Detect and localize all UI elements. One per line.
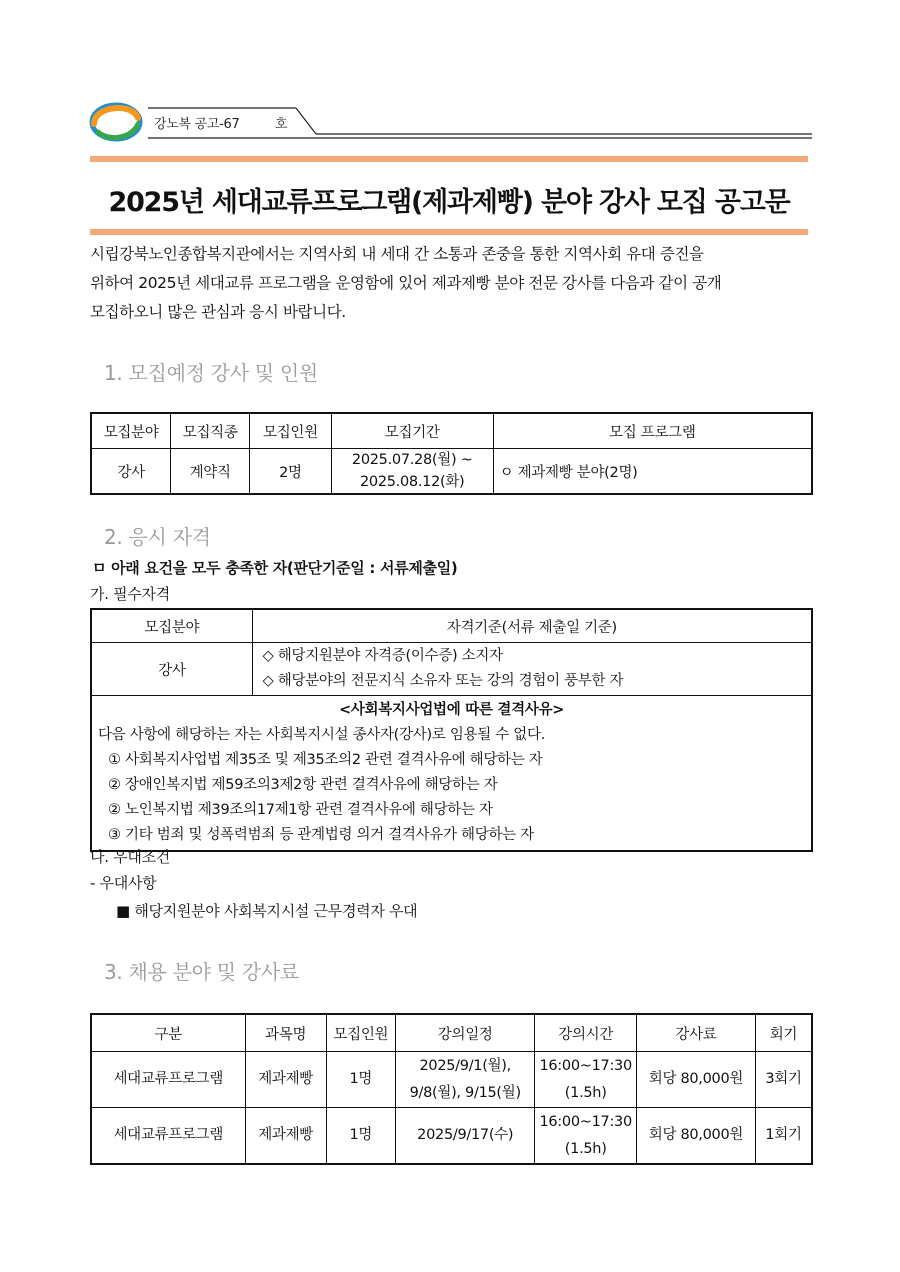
table-row: [91, 1052, 812, 1108]
time-line: 16:00~17:30: [539, 1057, 632, 1074]
time-duration: (1.5h): [564, 1140, 607, 1157]
category-cell: 세대교류프로그램: [91, 1052, 245, 1108]
field-cell: 강사: [91, 643, 252, 696]
disqualification-cell: [91, 696, 812, 852]
preference-item: ■ 해당지원분야 사회복지시설 근무경력자 우대: [116, 902, 418, 920]
col-header: 모집분야: [91, 609, 252, 643]
schedule-cell: 2025/9/17(수): [395, 1108, 534, 1165]
schedule-line: 9/8(월), 9/15(월): [409, 1084, 521, 1101]
col-header: 강의시간: [535, 1014, 636, 1052]
col-header: 자격기준(서류 제출일 기준): [252, 609, 812, 643]
period-end: 2025.08.12(화): [359, 474, 465, 490]
title-bottom-bar: [90, 229, 808, 235]
table-row: [91, 696, 812, 852]
intro-paragraph: [90, 240, 812, 327]
intro-line: 시립강북노인종합복지관에서는 지역사회 내 세대 간 소통과 존중을 통한 지역사회 유대 증진을: [90, 245, 704, 263]
category-cell: 세대교류프로그램: [91, 1108, 245, 1165]
col-header: 모집인원: [250, 413, 332, 449]
count-cell: 1명: [326, 1052, 395, 1108]
fee-cell: 회당 80,000원: [636, 1052, 755, 1108]
table-row: [91, 643, 812, 696]
preference-label: - 우대사항: [90, 874, 157, 892]
count-cell: 2명: [250, 449, 332, 495]
schedule-line: 2025/9/1(월),: [419, 1057, 511, 1074]
col-header: 구분: [91, 1014, 245, 1052]
sub-heading-required: 가. 필수자격: [90, 585, 170, 603]
section2-title: 2. 응시 자격: [104, 525, 211, 549]
disqualification-item: ② 장애인복지법 제59조의3제2항 관련 결격사유에 해당하는 자: [108, 777, 498, 793]
document-title: 2025년 세대교류프로그램(제과제빵) 분야 강사 모집 공고문: [108, 187, 790, 218]
disqualification-item: ① 사회복지사업법 제35조 및 제35조의2 관련 결격사유에 해당하는 자: [108, 752, 543, 768]
subject-cell: 제과제빵: [245, 1108, 326, 1165]
col-header: 과목명: [245, 1014, 326, 1052]
notice-number-suffix: 호: [275, 117, 288, 132]
col-header: 강사료: [636, 1014, 755, 1052]
type-cell: 계약직: [171, 449, 250, 495]
criteria-cell: [252, 643, 812, 696]
sessions-cell: 3회기: [755, 1052, 812, 1108]
col-header: 모집 프로그램: [493, 413, 812, 449]
section3-title: 3. 채용 분야 및 강사료: [104, 960, 299, 984]
sessions-cell: 1회기: [755, 1108, 812, 1165]
time-duration: (1.5h): [564, 1084, 607, 1101]
table-row: [91, 1108, 812, 1165]
subject-cell: 제과제빵: [245, 1052, 326, 1108]
section1-title: 1. 모집예정 강사 및 인원: [104, 361, 318, 385]
requirement-heading: ㅁ 아래 요건을 모두 충족한 자(판단기준일 : 서류제출일): [92, 559, 458, 577]
fee-table: [90, 1013, 813, 1165]
count-cell: 1명: [326, 1108, 395, 1165]
criteria-item: ◇ 해당지원분야 자격증(이수증) 소지자: [262, 648, 503, 664]
criteria-item: ◇ 해당분야의 전문지식 소유자 또는 강의 경험이 풍부한 자: [262, 673, 624, 689]
time-cell: [535, 1108, 636, 1165]
time-cell: [535, 1052, 636, 1108]
schedule-cell: [395, 1052, 534, 1108]
intro-line: 위하여 2025년 세대교류 프로그램을 운영함에 있어 제과제빵 분야 전문 강사를 다음과 같이 공개: [90, 274, 722, 292]
disqualification-item: ③ 기타 범죄 및 성폭력범죄 등 관계법령 의거 결격사유가 해당하는 자: [108, 827, 534, 843]
recruitment-table: [90, 412, 813, 495]
fee-cell: 회당 80,000원: [636, 1108, 755, 1165]
period-start: 2025.07.28(월) ~: [351, 452, 473, 468]
disqualification-title: <사회복지사업법에 따른 결격사유>: [338, 702, 565, 718]
disqualification-intro: 다음 사항에 해당하는 자는 사회복지시설 종사자(강사)로 임용될 수 없다.: [98, 727, 545, 743]
field-cell: 강사: [91, 449, 171, 495]
col-header: 회기: [755, 1014, 812, 1052]
sub-heading-preference: 나. 우대조건: [90, 848, 170, 866]
time-line: 16:00~17:30: [539, 1113, 632, 1130]
col-header: 모집기간: [331, 413, 493, 449]
col-header: 모집인원: [326, 1014, 395, 1052]
program-cell: ㅇ 제과제빵 분야(2명): [493, 449, 812, 495]
notice-number: 강노복 공고-67: [154, 117, 240, 132]
col-header: 모집분야: [91, 413, 171, 449]
table-row: [91, 449, 812, 495]
intro-line: 모집하오니 많은 관심과 응시 바랍니다.: [90, 303, 346, 321]
col-header: 모집직종: [171, 413, 250, 449]
title-top-bar: [90, 156, 808, 162]
col-header: 강의일정: [395, 1014, 534, 1052]
qualification-table: [90, 608, 813, 852]
period-cell: [331, 449, 493, 495]
disqualification-item: ② 노인복지법 제39조의17제1항 관련 결격사유에 해당하는 자: [108, 802, 493, 818]
